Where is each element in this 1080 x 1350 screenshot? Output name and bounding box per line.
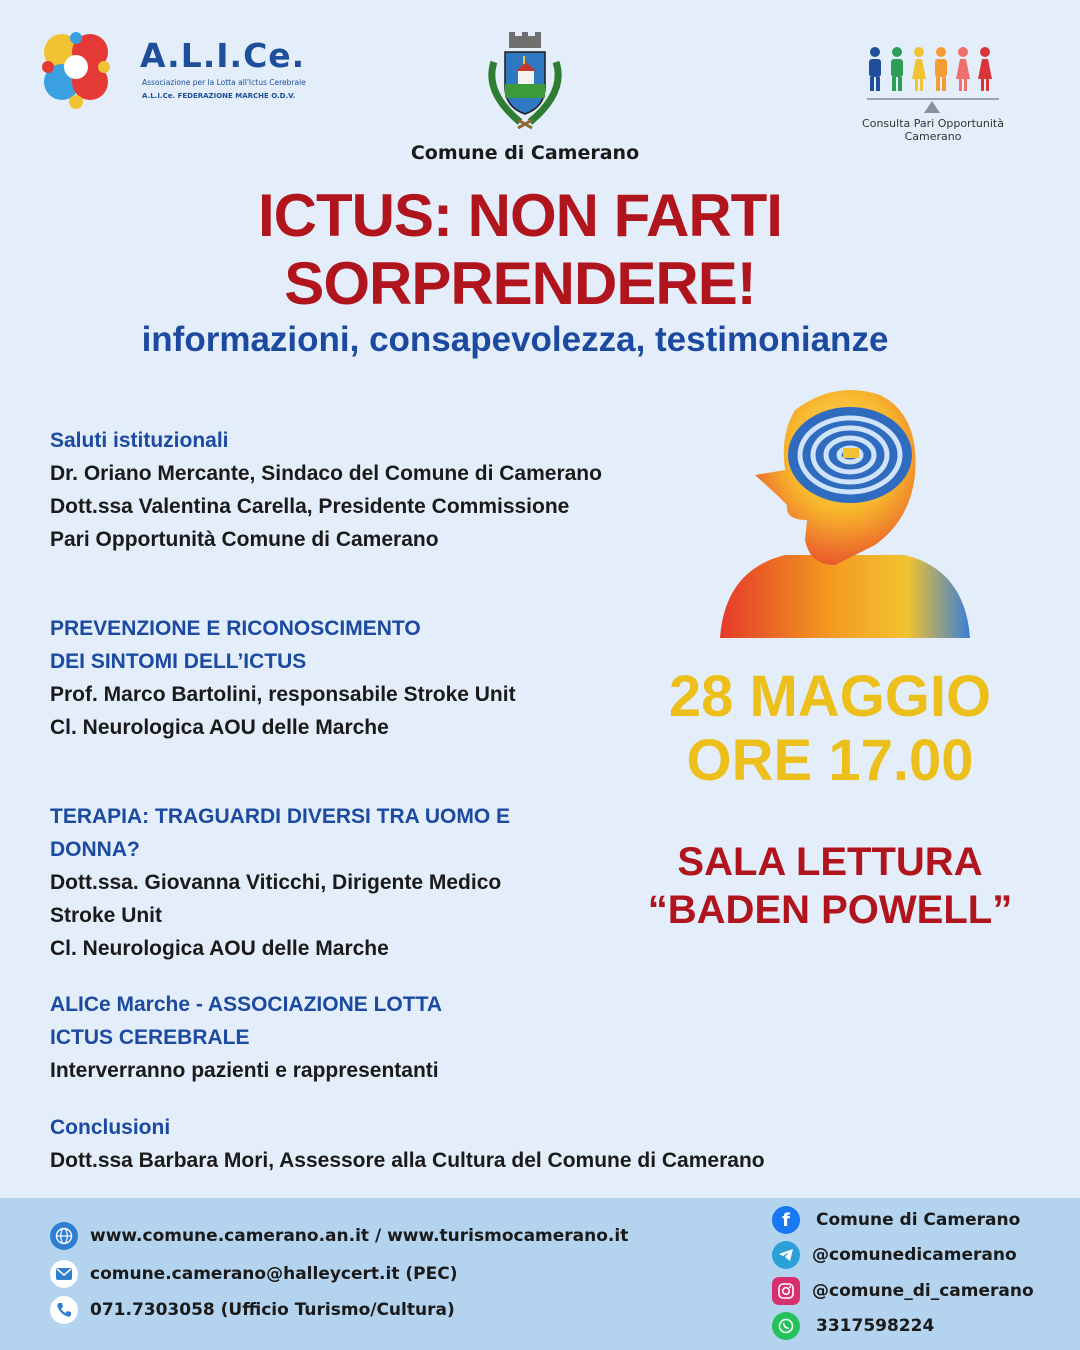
facebook-row[interactable] <box>772 1206 1020 1234</box>
event-title <box>180 182 860 318</box>
section-text-prevenzione <box>50 678 516 744</box>
section-heading-conclusioni <box>50 1111 170 1144</box>
text-line: Stroke Unit <box>50 904 163 927</box>
text-line: Cl. Neurologica AOU delle Marche <box>50 937 389 960</box>
heading-line: ICTUS CEREBRALE <box>50 1026 250 1049</box>
facebook-handle[interactable]: Comune di Camerano <box>816 1210 1021 1230</box>
event-datetime <box>620 665 1040 793</box>
phone-number[interactable]: 071.7303058 (Ufficio Turismo/Cultura) <box>90 1300 455 1320</box>
comune-name: Comune di Camerano <box>410 142 640 164</box>
whatsapp-row[interactable] <box>772 1312 934 1340</box>
event-date: 28 MAGGIO <box>668 664 992 729</box>
instagram-handle[interactable]: @comune_di_camerano <box>812 1281 1034 1301</box>
heading-line: Saluti istituzionali <box>50 429 229 452</box>
alice-title: A.L.I.Ce. <box>140 36 306 75</box>
email-link[interactable]: comune.camerano@halleycert.it (PEC) <box>90 1264 458 1284</box>
section-heading-prevenzione <box>50 612 421 678</box>
event-venue <box>600 838 1060 934</box>
title-line2: SORPRENDERE! <box>284 250 756 317</box>
text-line: Prof. Marco Bartolini, responsabile Stroke Unit <box>50 683 516 706</box>
consulta-triangle <box>924 101 940 113</box>
heading-line: DEI SINTOMI DELL’ICTUS <box>50 650 307 673</box>
alice-logo <box>40 30 330 115</box>
text-line: Interverranno pazienti e rappresentanti <box>50 1059 439 1082</box>
title-line1: ICTUS: NON FARTI <box>258 182 782 249</box>
crest-icon <box>480 32 570 132</box>
section-text-terapia <box>50 866 501 965</box>
globe-icon <box>50 1222 78 1250</box>
venue-line2: “BADEN POWELL” <box>647 888 1013 932</box>
consulta-label <box>855 117 1011 143</box>
venue-line1: SALA LETTURA <box>677 840 983 884</box>
consulta-line1: Consulta Pari Opportunità <box>862 117 1004 130</box>
text-line: Dott.ssa. Giovanna Viticchi, Dirigente Medico <box>50 871 502 894</box>
alice-subtitle: Associazione per la Lotta all'Ictus Cerebrale <box>142 78 306 87</box>
event-subtitle: informazioni, consapevolezza, testimonianze <box>141 320 889 359</box>
section-heading-terapia <box>50 800 510 866</box>
instagram-icon <box>772 1277 800 1305</box>
brain-head-icon <box>715 380 975 642</box>
comune-crest <box>480 32 570 132</box>
people-icon <box>855 42 1011 98</box>
whatsapp-number[interactable]: 3317598224 <box>816 1316 935 1336</box>
consulta-line2: Camerano <box>904 130 962 143</box>
email-row[interactable] <box>50 1260 457 1288</box>
text-line: Dott.ssa Valentina Carella, Presidente Commissione <box>50 495 570 518</box>
facebook-icon: f <box>772 1206 800 1234</box>
puzzle-logo-icon <box>40 30 112 112</box>
heading-line: TERAPIA: TRAGUARDI DIVERSI TRA UOMO E <box>50 805 511 828</box>
brain-head-illustration <box>715 380 975 642</box>
section-heading-alice <box>50 988 442 1054</box>
website-row[interactable] <box>50 1222 628 1250</box>
section-text-alice <box>50 1054 439 1087</box>
telegram-handle[interactable]: @comunedicamerano <box>812 1245 1017 1265</box>
text-line: Dr. Oriano Mercante, Sindaco del Comune di Camerano <box>50 462 602 485</box>
telegram-icon <box>772 1241 800 1269</box>
section-text-conclusioni <box>50 1144 765 1177</box>
footer <box>0 1198 1080 1350</box>
section-heading-saluti <box>50 424 229 457</box>
consulta-divider <box>867 98 999 100</box>
mail-icon <box>50 1260 78 1288</box>
telegram-row[interactable] <box>772 1241 1017 1269</box>
instagram-row[interactable] <box>772 1277 1034 1305</box>
phone-row[interactable] <box>50 1296 455 1324</box>
section-text-saluti <box>50 457 602 556</box>
alice-federation: A.L.I.Ce. FEDERAZIONE MARCHE O.D.V. <box>142 92 296 100</box>
heading-line: ALICe Marche - ASSOCIAZIONE LOTTA <box>50 993 443 1016</box>
heading-line: PREVENZIONE E RICONOSCIMENTO <box>50 617 421 640</box>
heading-line: DONNA? <box>50 838 140 861</box>
event-time: ORE 17.00 <box>686 728 974 793</box>
heading-line: Conclusioni <box>50 1116 171 1139</box>
whatsapp-icon <box>772 1312 800 1340</box>
website-link[interactable]: www.comune.camerano.an.it / www.turismocamerano.it <box>90 1226 629 1246</box>
text-line: Pari Opportunità Comune di Camerano <box>50 528 439 551</box>
text-line: Dott.ssa Barbara Mori, Assessore alla Cultura del Comune di Camerano <box>50 1149 765 1172</box>
consulta-logo <box>855 42 1015 152</box>
text-line: Cl. Neurologica AOU delle Marche <box>50 716 389 739</box>
phone-icon <box>50 1296 78 1324</box>
